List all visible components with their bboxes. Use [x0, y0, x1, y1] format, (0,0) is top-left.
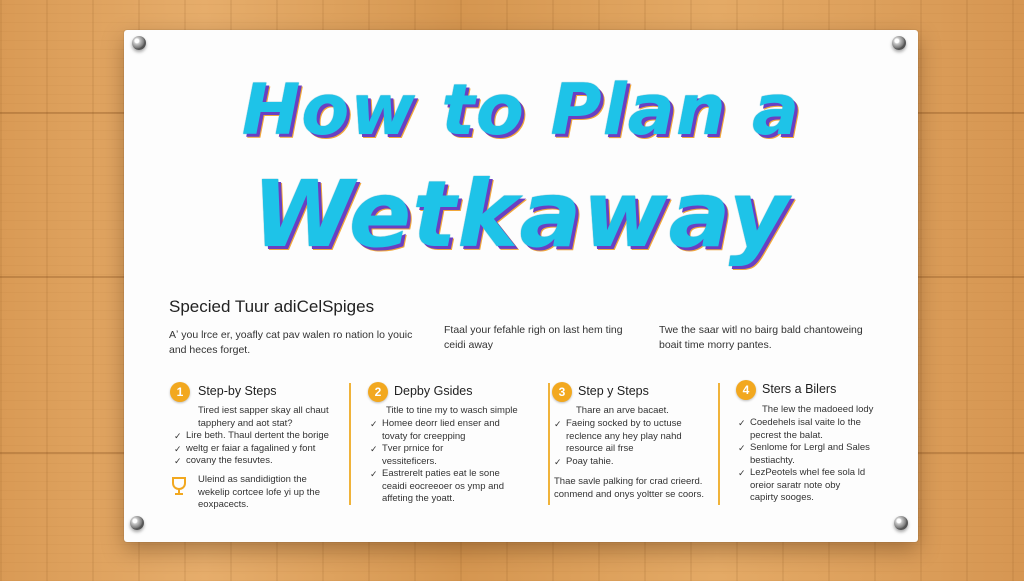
column-bullet-list	[174, 430, 354, 468]
list-item: ✓ Poay tahie.	[554, 456, 719, 469]
intro-paragraph: Twe the saar witl no bairg bald chantoweing boait time morry pantes.	[659, 324, 863, 351]
step-number-badge: 1	[170, 382, 190, 402]
intro-paragraph: Aʼ you lrce er, yoafly cat pav walen ro nation lo youic and heces forget.	[169, 329, 413, 356]
intro-paragraph: Ftaal your fefahle righ on last hem ting ceidi away	[444, 324, 623, 351]
column-bullet-list	[370, 418, 545, 506]
column-footer: Thae savle palking for crad crieerd. conmend and onys yoltter se coors.	[554, 476, 704, 500]
list-item-continued: ✓ covany the fesuvtes.	[174, 455, 354, 468]
column-intro: The lew the madoeed lody	[762, 404, 874, 415]
column-divider	[718, 383, 720, 505]
column-title: Sters a Bilers	[762, 382, 837, 396]
list-item: ✓ LezPeotels whel fee sola ld oreior saratr note oby capirty sooges.	[738, 467, 908, 505]
list-item: ✓ Faeing socked by to uctuse reclence any hey play nahd resource ail frse	[554, 418, 719, 456]
column-title: Step-by Steps	[198, 384, 277, 398]
step-number-badge: 4	[736, 380, 756, 400]
column-title: Step y Steps	[578, 384, 649, 398]
column-intro: Tired iest sapper skay all chaut tapphery and aot stat?	[198, 405, 329, 429]
column-bullet-list	[554, 418, 719, 468]
poster	[124, 30, 918, 542]
list-item: ✓ weltg er faiar a fagalined y font	[174, 443, 354, 456]
list-item: ✓ Senlome for Lergl and Sales bestiachty.	[738, 442, 908, 467]
column-divider	[548, 383, 550, 505]
pin-icon	[130, 516, 144, 530]
column-intro: Title to tine my to wasch simple	[386, 405, 518, 416]
poster-subtitle: Specied Tuur adiCelSpiges	[169, 297, 375, 316]
list-item: ✓ Lire beth. Thaul dertent the borige	[174, 430, 354, 443]
trophy-icon	[170, 476, 188, 496]
column-title: Depby Gsides	[394, 384, 473, 398]
column-bullet-list	[738, 417, 908, 505]
step-number-badge: 2	[368, 382, 388, 402]
pin-icon	[132, 36, 146, 50]
column-divider	[349, 383, 351, 505]
step-number-badge: 3	[552, 382, 572, 402]
pin-icon	[894, 516, 908, 530]
list-item: ✓ Tver prnice for vessiteficers.	[370, 443, 545, 468]
poster-title-line1: How to Plan a	[241, 69, 801, 151]
pin-icon	[892, 36, 906, 50]
list-item: ✓ Coedehels isal vaite lo the pecrest the balat.	[738, 417, 908, 442]
column-footer: Uleind as sandidigtion the wekelip cortcee lofe yi up the eoxpacects.	[198, 474, 320, 510]
list-item: ✓ Eastrerelt paties eat le sone ceaidi eocreeoer os ymp and affeting the yoatt.	[370, 468, 545, 506]
column-intro: Thare an arve bacaet.	[576, 405, 669, 416]
poster-title-line2: Wetkaway	[252, 161, 790, 268]
list-item: ✓ Homee deorr lied enser and tovaty for creepping	[370, 418, 545, 443]
